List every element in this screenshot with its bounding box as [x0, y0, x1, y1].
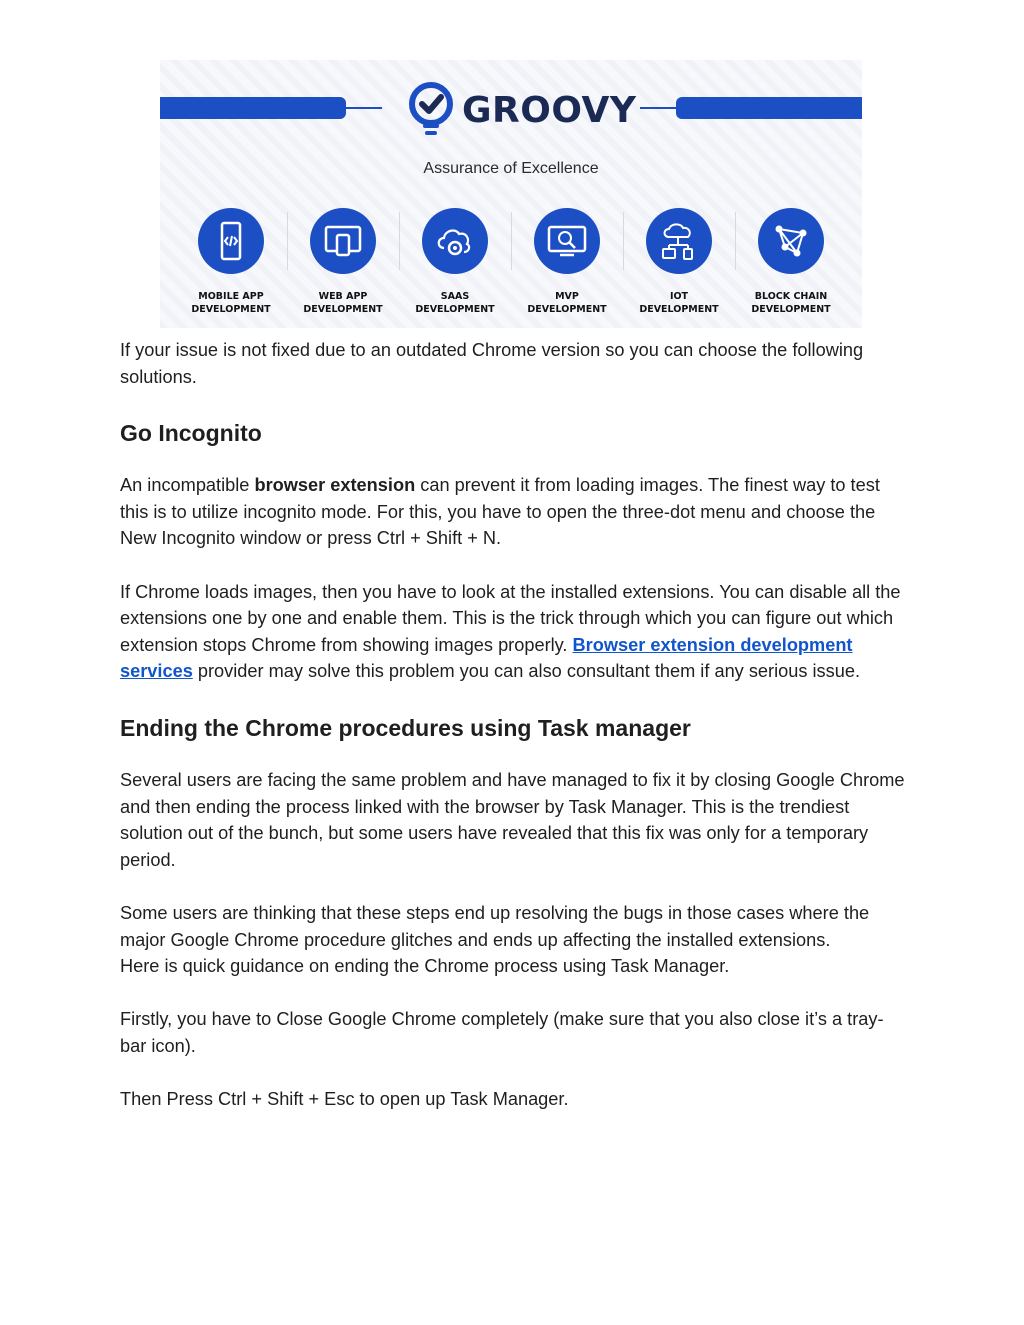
service-label-line2: DEVELOPMENT: [751, 304, 831, 315]
groovy-banner-image: [160, 60, 862, 328]
task-manager-paragraph-2: Some users are thinking that these steps end up resolving the bugs in those cases where the major Google Chrome procedure glitches and ends up affecting the installed extensions.: [120, 902, 870, 950]
text-span: can prevent it from loading images. The finest way to test this is to utilize incognito mode. For this, you have to open the three-dot menu and choose the New Incognito window or press Ctrl + Shift + N.: [120, 475, 880, 549]
cloud-gear-icon: [422, 208, 488, 274]
service-label-line2: DEVELOPMENT: [415, 304, 495, 315]
task-manager-paragraph-4: Then Press Ctrl + Shift + Esc to open up Task Manager.: [120, 1089, 569, 1110]
lightbulb-check-icon: [408, 82, 454, 138]
service-label: [415, 290, 494, 316]
banner-line-right: [640, 107, 676, 109]
task-manager-paragraph-3: Firstly, you have to Close Google Chrome completely (make sure that you also close it’s a tray-bar icon).: [120, 1009, 884, 1056]
incognito-paragraph: [120, 472, 905, 552]
iot-cloud-devices-icon: [646, 208, 712, 274]
service-web-app: [293, 208, 393, 316]
service-mvp: [517, 208, 617, 316]
service-blockchain: [741, 208, 841, 316]
banner-tagline: Assurance of Excellence: [423, 160, 599, 177]
service-label-line2: DEVELOPMENT: [303, 304, 383, 315]
mvp-monitor-icon: [534, 208, 600, 274]
text-span: If Chrome loads images, then you have to look at the installed extensions. You can disable all the extensions one by one and enable them. This is the trick through which you can figure out which extension stops Chrome from showing images properly.: [120, 581, 901, 655]
service-label-line1: BLOCK CHAIN: [754, 291, 828, 302]
service-label-line2: DEVELOPMENT: [527, 304, 607, 315]
service-label-line1: SAAS: [440, 291, 470, 302]
heading-go-incognito: Go Incognito: [120, 420, 262, 447]
browser-extension-services-link[interactable]: Browser extension development services: [120, 634, 853, 682]
service-iot: [629, 208, 729, 316]
service-label-line1: MVP: [555, 291, 579, 302]
extensions-paragraph: [120, 579, 905, 685]
heading-task-manager: Ending the Chrome procedures using Task manager: [120, 714, 691, 741]
service-label-line1: WEB APP: [318, 291, 368, 302]
text-span: provider may solve this problem you can also consultant them if any serious issue.: [192, 661, 861, 682]
banner-bar-right: [676, 97, 862, 119]
service-label-line1: MOBILE APP: [198, 291, 264, 302]
text-span: An incompatible: [120, 475, 255, 496]
mobile-code-icon: [198, 208, 264, 274]
bold-browser-extension: browser extension: [254, 475, 416, 496]
service-label: [527, 290, 606, 316]
service-label: [751, 290, 830, 316]
banner-bar-left: [160, 97, 346, 119]
task-manager-guidance-line: Here is quick guidance on ending the Chrome process using Task Manager.: [120, 956, 730, 977]
service-label: [639, 290, 718, 316]
service-saas: [405, 208, 505, 316]
task-manager-paragraph-1: Several users are facing the same problem and have managed to fix it by closing Google Chrome and then ending the process linked with the browser by Task Manager. This is the trendiest solution out of the bunch, but some users have revealed that this fix was only for a temporary period.: [120, 769, 905, 870]
service-label-line2: DEVELOPMENT: [639, 304, 719, 315]
service-label: [303, 290, 382, 316]
groovy-logo: [408, 82, 636, 138]
banner-line-left: [346, 107, 382, 109]
service-label-line1: IOT: [669, 291, 689, 302]
intro-paragraph: If your issue is not fixed due to an outdated Chrome version so you can choose the following solutions.: [120, 340, 864, 387]
blockchain-network-icon: [758, 208, 824, 274]
brand-name: GROOVY: [462, 89, 637, 131]
service-label-line2: DEVELOPMENT: [191, 304, 271, 315]
article-body: [120, 337, 905, 1113]
web-app-icon: [310, 208, 376, 274]
service-label: [191, 290, 270, 316]
service-mobile-app: [181, 208, 281, 316]
services-row: [181, 208, 841, 316]
